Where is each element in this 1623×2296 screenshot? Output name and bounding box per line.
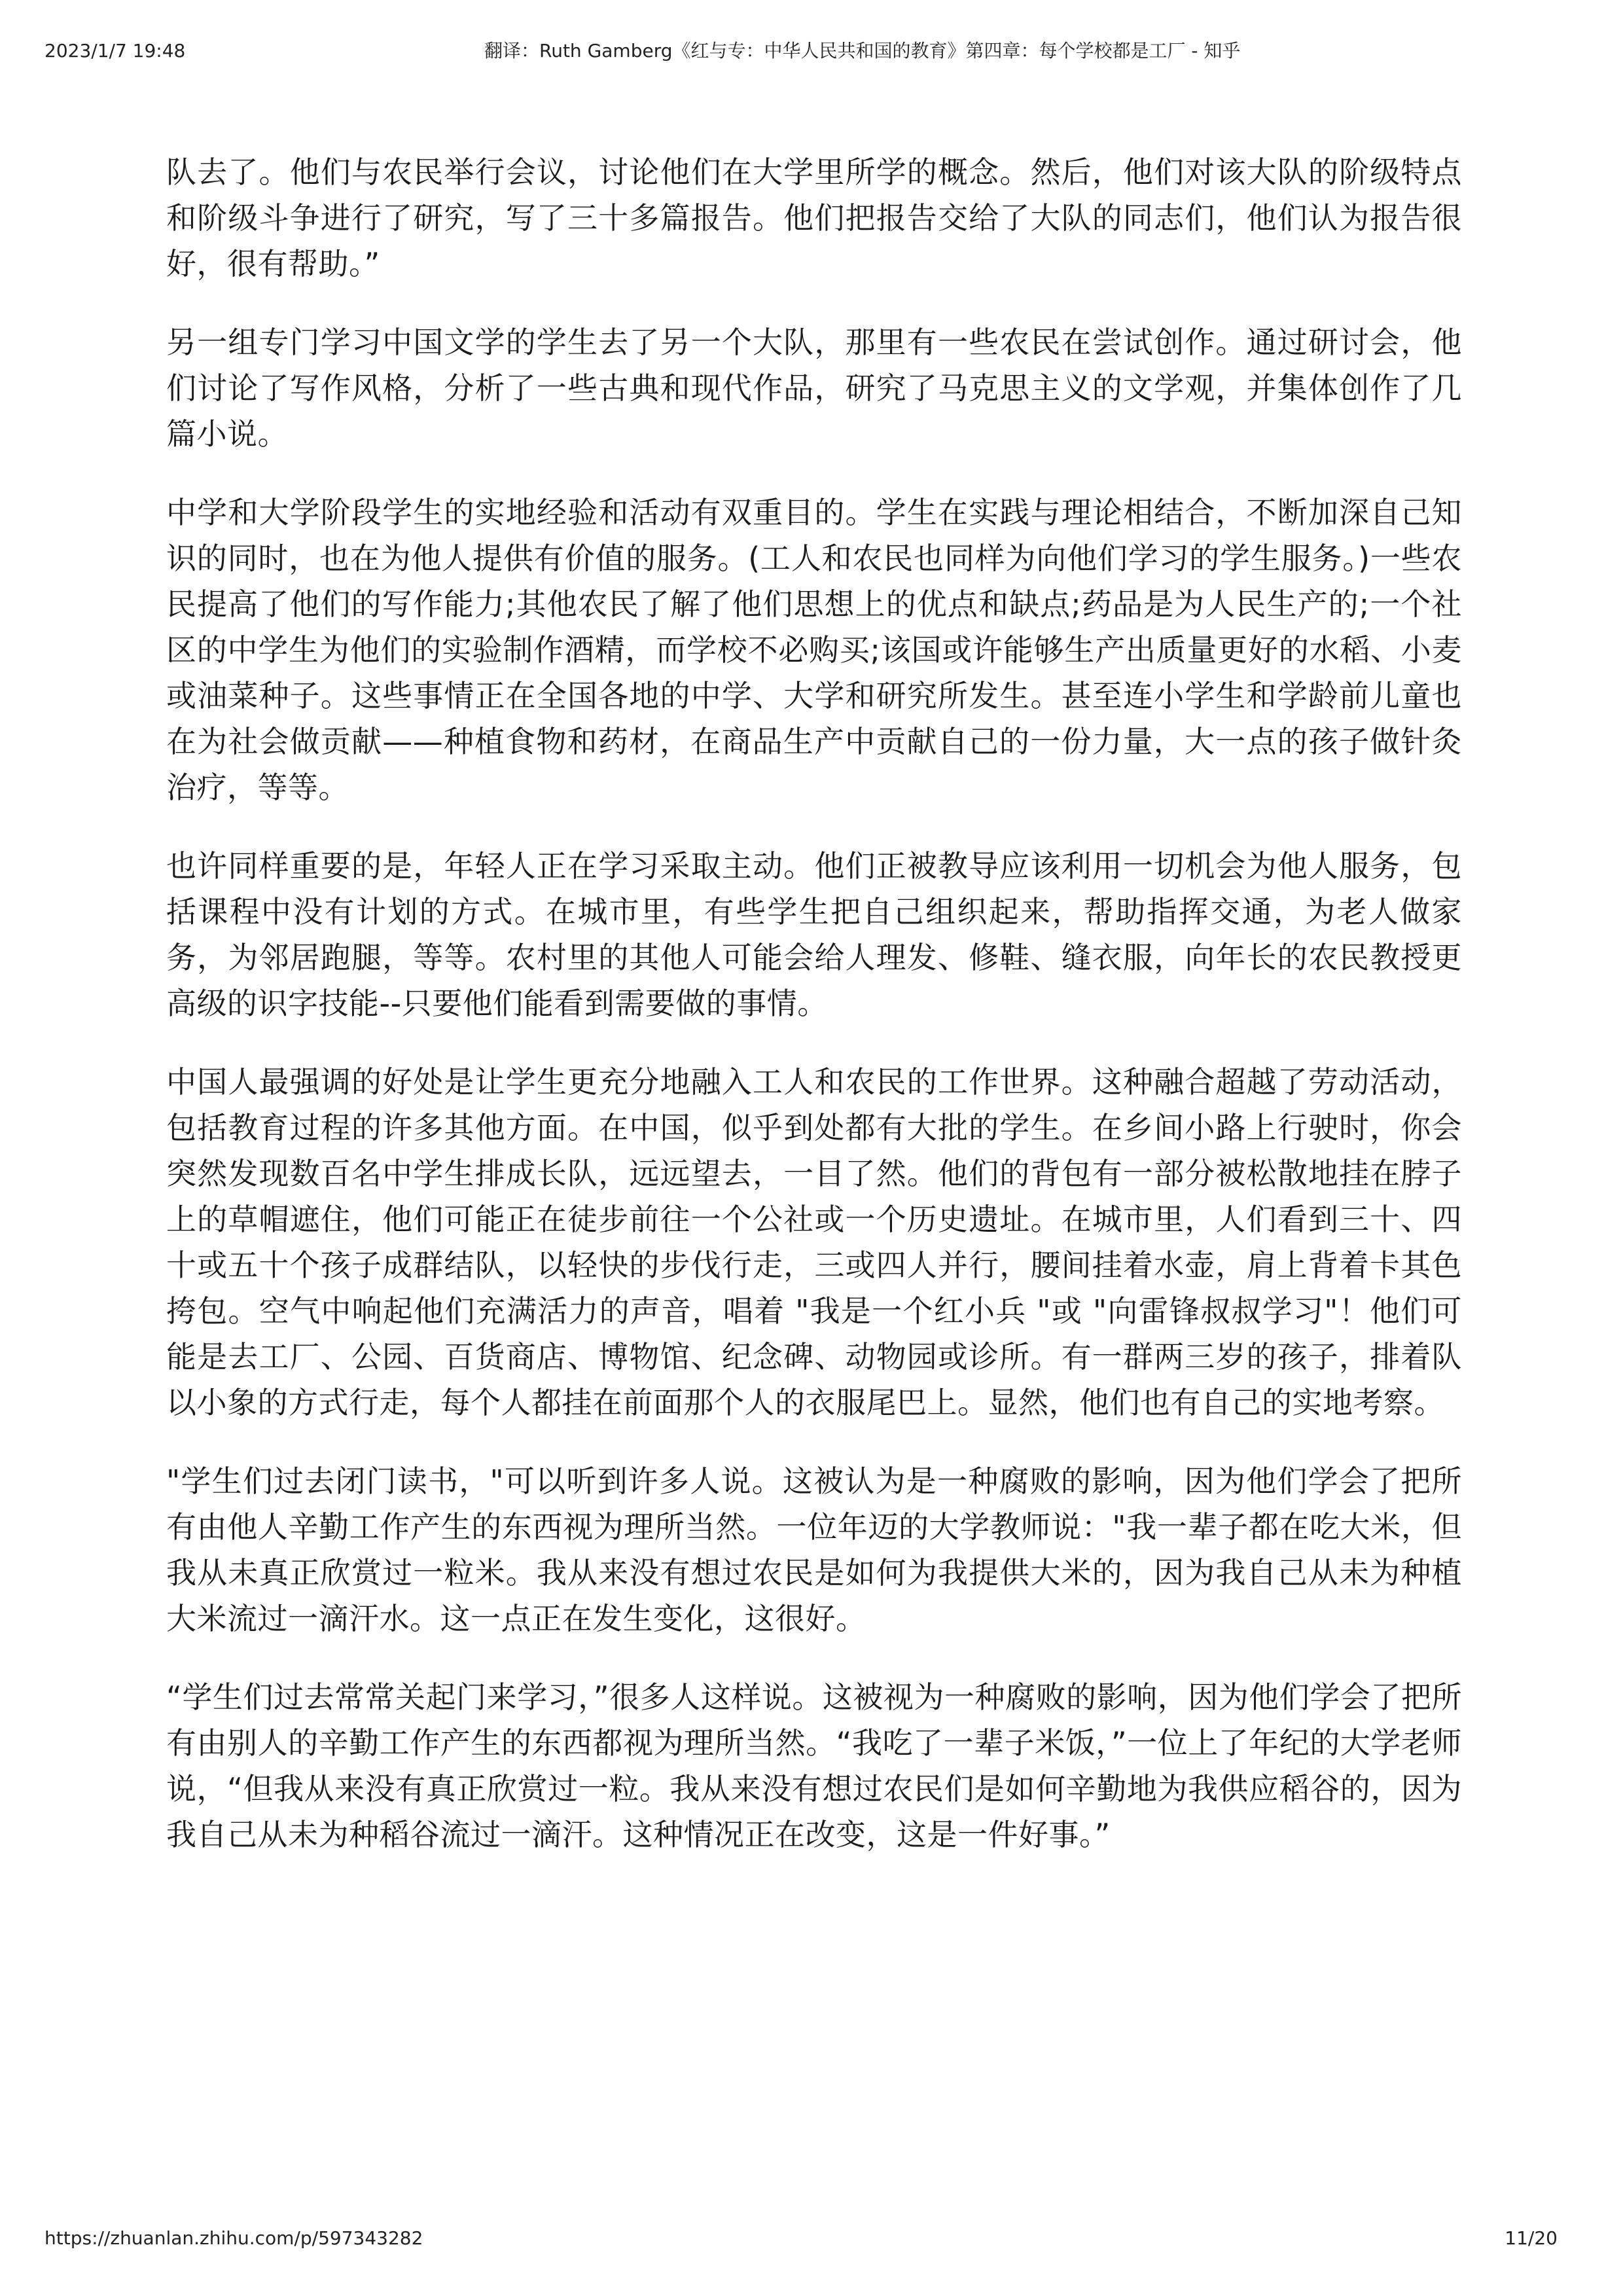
print-datetime: 2023/1/7 19:48 [45, 40, 186, 62]
paragraph: 中学和大学阶段学生的实地经验和活动有双重目的。学生在实践与理论相结合，不断加深自己知识的同时，也在为他人提供有价值的服务。(工人和农民也同样为向他们学习的学生服务。)一些农民提高了他们的写作能力;其他农民了解了他们思想上的优点和缺点;药品是为人民生产的;一个社区的中学生为他们的实验制作酒精，而学校不必购买;该国或许能够生产出质量更好的水稻、小麦或油菜种子。这些事情正在全国各地的中学、大学和研究所发生。甚至连小学生和学龄前儿童也在为社会做贡献——种植食物和药材，在商品生产中贡献自己的一份力量，大一点的孩子做针灸治疗，等等。 [166, 495, 1462, 805]
paragraph: 另一组专门学习中国文学的学生去了另一个大队，那里有一些农民在尝试创作。通过研讨会，他们讨论了写作风格，分析了一些古典和现代作品，研究了马克思主义的文学观，并集体创作了几篇小说。 [166, 325, 1462, 452]
paragraph: 也许同样重要的是，年轻人正在学习采取主动。他们正被教导应该利用一切机会为他人服务，包括课程中没有计划的方式。在城市里，有些学生把自己组织起来，帮助指挥交通，为老人做家务，为邻居跑腿，等等。农村里的其他人可能会给人理发、修鞋、缝衣服，向年长的农民教授更高级的识字技能--只要他们能看到需要做的事情。 [166, 848, 1462, 1021]
paragraph: "学生们过去闭门读书，"可以听到许多人说。这被认为是一种腐败的影响，因为他们学会了把所有由他人辛勤工作产生的东西视为理所当然。一位年迈的大学教师说："我一辈子都在吃大米，但我从未真正欣赏过一粒米。我从来没有想过农民是如何为我提供大米的，因为我自己从未为种植大米流过一滴汗水。这一点正在发生变化，这很好。 [166, 1463, 1462, 1636]
print-header [31, 38, 1592, 64]
page-url: https://zhuanlan.zhihu.com/p/597343282 [45, 2227, 423, 2249]
paragraph: 队去了。他们与农民举行会议，讨论他们在大学里所学的概念。然后，他们对该大队的阶级特点和阶级斗争进行了研究，写了三十多篇报告。他们把报告交给了大队的同志们，他们认为报告很好，很有帮助。” [166, 154, 1462, 281]
paragraph: “学生们过去常常关起门来学习，”很多人这样说。这被视为一种腐败的影响，因为他们学会了把所有由别人的辛勤工作产生的东西都视为理所当然。“我吃了一辈子米饭，”一位上了年纪的大学老师说，“但我从来没有真正欣赏过一粒。我从来没有想过农民们是如何辛勤地为我供应稻谷的，因为我自己从未为种稻谷流过一滴汗。这种情况正在改变，这是一件好事。” [166, 1679, 1462, 1852]
article-body [166, 149, 1462, 1890]
print-footer [31, 2225, 1592, 2251]
paragraph: 中国人最强调的好处是让学生更充分地融入工人和农民的工作世界。这种融合超越了劳动活动，包括教育过程的许多其他方面。在中国，似乎到处都有大批的学生。在乡间小路上行驶时，你会突然发现数百名中学生排成长队，远远望去，一目了然。他们的背包有一部分被松散地挂在脖子上的草帽遮住，他们可能正在徒步前往一个公社或一个历史遗址。在城市里，人们看到三十、四十或五十个孩子成群结队，以轻快的步伐行走，三或四人并行，腰间挂着水壶，肩上背着卡其色挎包。空气中响起他们充满活力的声音，唱着 "我是一个红小兵 "或 "向雷锋叔叔学习"！他们可能是去工厂、公园、百货商店、博物馆、纪念碑、动物园或诊所。有一群两三岁的孩子，排着队以小象的方式行走，每个人都挂在前面那个人的衣服尾巴上。显然，他们也有自己的实地考察。 [166, 1064, 1462, 1420]
page-number: 11/20 [1505, 2227, 1558, 2249]
page-title: 翻译：Ruth Gamberg《红与专：中华人民共和国的教育》第四章：每个学校都是工厂 - 知乎 [484, 40, 1241, 62]
